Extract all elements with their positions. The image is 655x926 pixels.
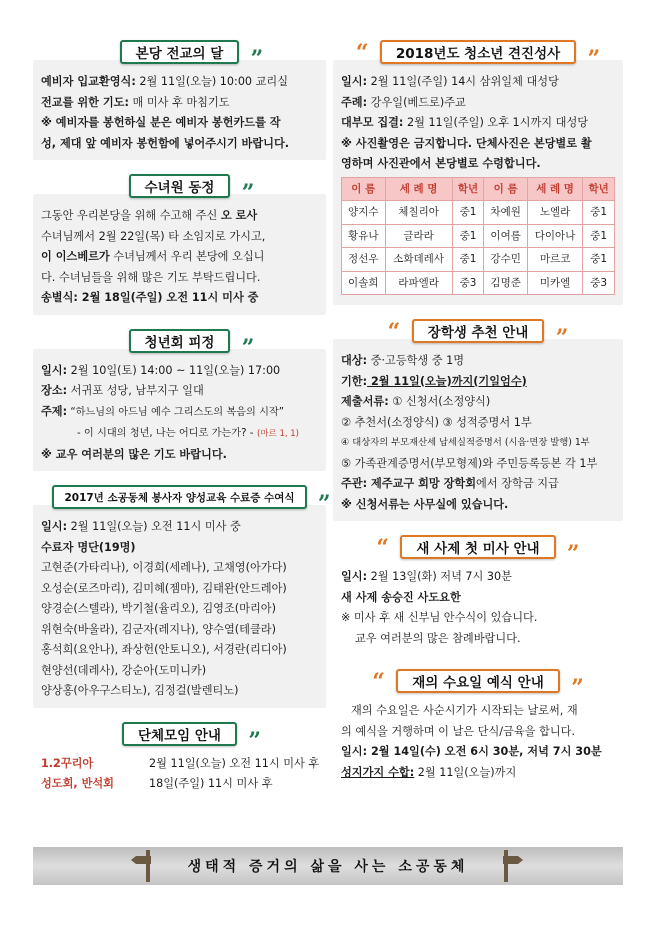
footer-banner — [33, 847, 623, 885]
confirmation-roster-table — [341, 177, 615, 296]
signpost-icon — [131, 850, 165, 882]
section-title: “ 2018년도 청소년 견진성사 ” — [355, 40, 599, 72]
list-item: 오성순(로즈마리), 김미혜(젬마), 김태완(안드레아) — [41, 581, 287, 595]
section-first-mass — [333, 535, 623, 655]
table-header-row: 이 름 세 례 명 학년 이 름 세 례 명 학년 — [342, 177, 615, 201]
close-quote-icon: ” — [241, 180, 253, 206]
left-column — [33, 40, 329, 815]
close-quote-icon: ” — [566, 541, 578, 567]
close-quote-icon: ” — [248, 727, 259, 754]
section-certificate-ceremony — [33, 485, 329, 708]
section-body: 일시: 2월 10일(토) 14:00 ~ 11일(오늘) 17:00 장소: 서귀포 성당, 남부지구 일대 주제: “하느님의 아드님 예수 그리스도의 복음의 시작” - 이 시대의 청년, 나는 어디로 가는가? - (마르 1, 1) ※ 교우 여러분의 많은 기도 바랍니다. — [33, 349, 326, 472]
section-title: 단체모임 안내 ” — [122, 722, 237, 746]
close-quote-icon: ” — [241, 334, 253, 361]
close-quote-icon: ” — [317, 491, 329, 517]
section-title: 2017년 소공동체 봉사자 양성교육 수료증 수여식 ” — [52, 485, 306, 509]
section-ash-wednesday — [333, 669, 623, 789]
close-quote-icon: ” — [587, 46, 599, 72]
right-column — [333, 40, 623, 803]
section-title: 청년회 피정 ” — [129, 329, 231, 353]
list-item: 양경순(스텔라), 박기철(율리오), 김영조(마리아) — [41, 602, 276, 615]
open-quote-icon: “ — [355, 40, 367, 66]
section-evangelization-month — [33, 40, 326, 160]
list-item: 현양선(데레사), 강순아(도미니카) — [41, 663, 207, 677]
table-row: 이솔희 라파엘라 중3 김명준 미카엘 중3 — [342, 271, 615, 295]
section-body: 일시: 2월 13일(화) 저녁 7시 30분 새 사제 송승진 사도요한 ※ 미사 후 새 신부님 안수식이 있습니다. 교우 여러분의 많은 참례바랍니다. — [333, 555, 623, 655]
section-body: 그동안 우리본당을 위해 수고해 주신 오 로사 수녀님께서 2월 22일(목) 타 소임지로 가시고, 이 이스베르가 수녀님께서 우리 본당에 오십니 다. 수녀님들을 위해 많은 기도 부탁드립니다. 송별식: 2월 18일(주일) 오전 11시 미사 중 — [33, 194, 326, 315]
section-title: “ 재의 수요일 예식 안내 ” — [372, 669, 582, 701]
section-title: 본당 전교의 달 ” — [120, 40, 240, 64]
list-item: 고현준(가타리나), 이경희(세레나), 고채영(아가다) — [41, 561, 287, 574]
section-body: 일시: 2월 11일(주일) 14시 삼위일체 대성당 주례: 강우일(베드로)주교 대부모 집결: 2월 11일(주일) 오후 1시까지 대성당 ※ 사진촬영은 금지합니다. 단체사진은 본당별로 촬 영하며 사진관에서 본당별로 수령합니다. 이 름 세 례 명 학년 이 름 세 례 명 학년 양지수 체칠리아 중1 차예원 노엘라 중1 황유나 글라라 중1 이여름 다이아나 중1 정선우 소화데레사 중1 강수민 마르코 중1 이솔희 라파엘라 중3 김명준 미카엘 중3 — [333, 60, 623, 305]
close-quote-icon: ” — [555, 325, 567, 351]
section-title: 수녀원 동정 ” — [129, 174, 231, 198]
open-quote-icon: “ — [376, 535, 388, 561]
section-body: 대상: 중·고등학생 중 1명 기한: 2월 11일(오늘)까지(기일엄수) 제출서류: ① 신청서(소정양식) ② 추천서(소정양식) ③ 성적증명서 1부 ④ 대상자의 부모재산세 납세실적증명서 (시읍·면장 발행) 1부 ⑤ 가족관계증명서(부모형제)와 주민등록등본 각 1부 주관: 제주교구 희망 장학회에서 장학금 지급 ※ 신청서류는 사무실에 있습니다. — [333, 339, 623, 521]
list-item: 홍석희(요안나), 좌상헌(안토니오), 서경란(리디아) — [41, 643, 287, 656]
list-item: 양상홍(아우구스티노), 김정걸(발렌티노) — [41, 684, 239, 697]
section-group-meetings — [33, 722, 326, 801]
open-quote-icon: “ — [372, 669, 383, 695]
close-quote-icon: ” — [571, 675, 582, 701]
signpost-icon — [489, 850, 523, 882]
section-body: 1.2꾸리아 2월 11일(오늘) 오전 11시 미사 후 성도회, 반석회 18일(주일) 11시 미사 후 — [33, 742, 326, 801]
section-body: 예비자 입교환영식: 2월 11일(오늘) 10:00 교리실 전교를 위한 기도: 매 미사 후 마침기도 ※ 예비자를 봉헌하실 분은 예비자 봉헌카드를 작 성, 제대 앞 예비자 봉헌함에 넣어주시기 바랍니다. — [33, 60, 326, 160]
close-quote-icon: ” — [250, 46, 262, 72]
section-scholarship — [333, 319, 623, 521]
section-youth-retreat — [33, 329, 326, 472]
table-row: 정선우 소화데레사 중1 강수민 마르코 중1 — [342, 248, 615, 272]
list-item: 위현숙(바울라), 김군자(레지나), 양수열(테클라) — [41, 622, 276, 636]
section-body: 일시: 2월 11일(오늘) 오전 11시 미사 중 수료자 명단(19명) 고현준(가타리나), 이경희(세레나), 고채영(아가다) 오성순(로즈마리), 김미혜(젬마), 김태완(안드레아) 양경순(스텔라), 박기철(율리오), 김영조(마리아) 위현숙(바울라), 김군자(레지나), 양수열(테클라) 홍석희(요안나), 좌상헌(안토니오), 서경란(리디아) 현양선(데레사), 강순아(도미니카) 양상홍(아우구스티노), 김정걸(발렌티노) — [33, 505, 326, 708]
section-title: “ 새 사제 첫 미사 안내 ” — [376, 535, 578, 567]
table-row: 양지수 체칠리아 중1 차예원 노엘라 중1 — [342, 201, 615, 225]
section-title: “ 장학생 추천 안내 ” — [387, 319, 567, 351]
open-quote-icon: “ — [387, 319, 399, 345]
section-body: 재의 수요일은 사순시기가 시작되는 날로써, 재 의 예식을 거행하며 이 날은 단식/금육을 합니다. 일시: 2월 14일(수) 오전 6시 30분, 저녁 7시 30분 성지가지 수합: 2월 11일(오늘)까지 — [333, 689, 623, 789]
table-row: 황유나 글라라 중1 이여름 다이아나 중1 — [342, 224, 615, 248]
banner-text: 생태적 증거의 삶을 사는 소공동체 — [187, 859, 469, 875]
section-convent-news — [33, 174, 326, 315]
section-confirmation — [333, 40, 623, 305]
